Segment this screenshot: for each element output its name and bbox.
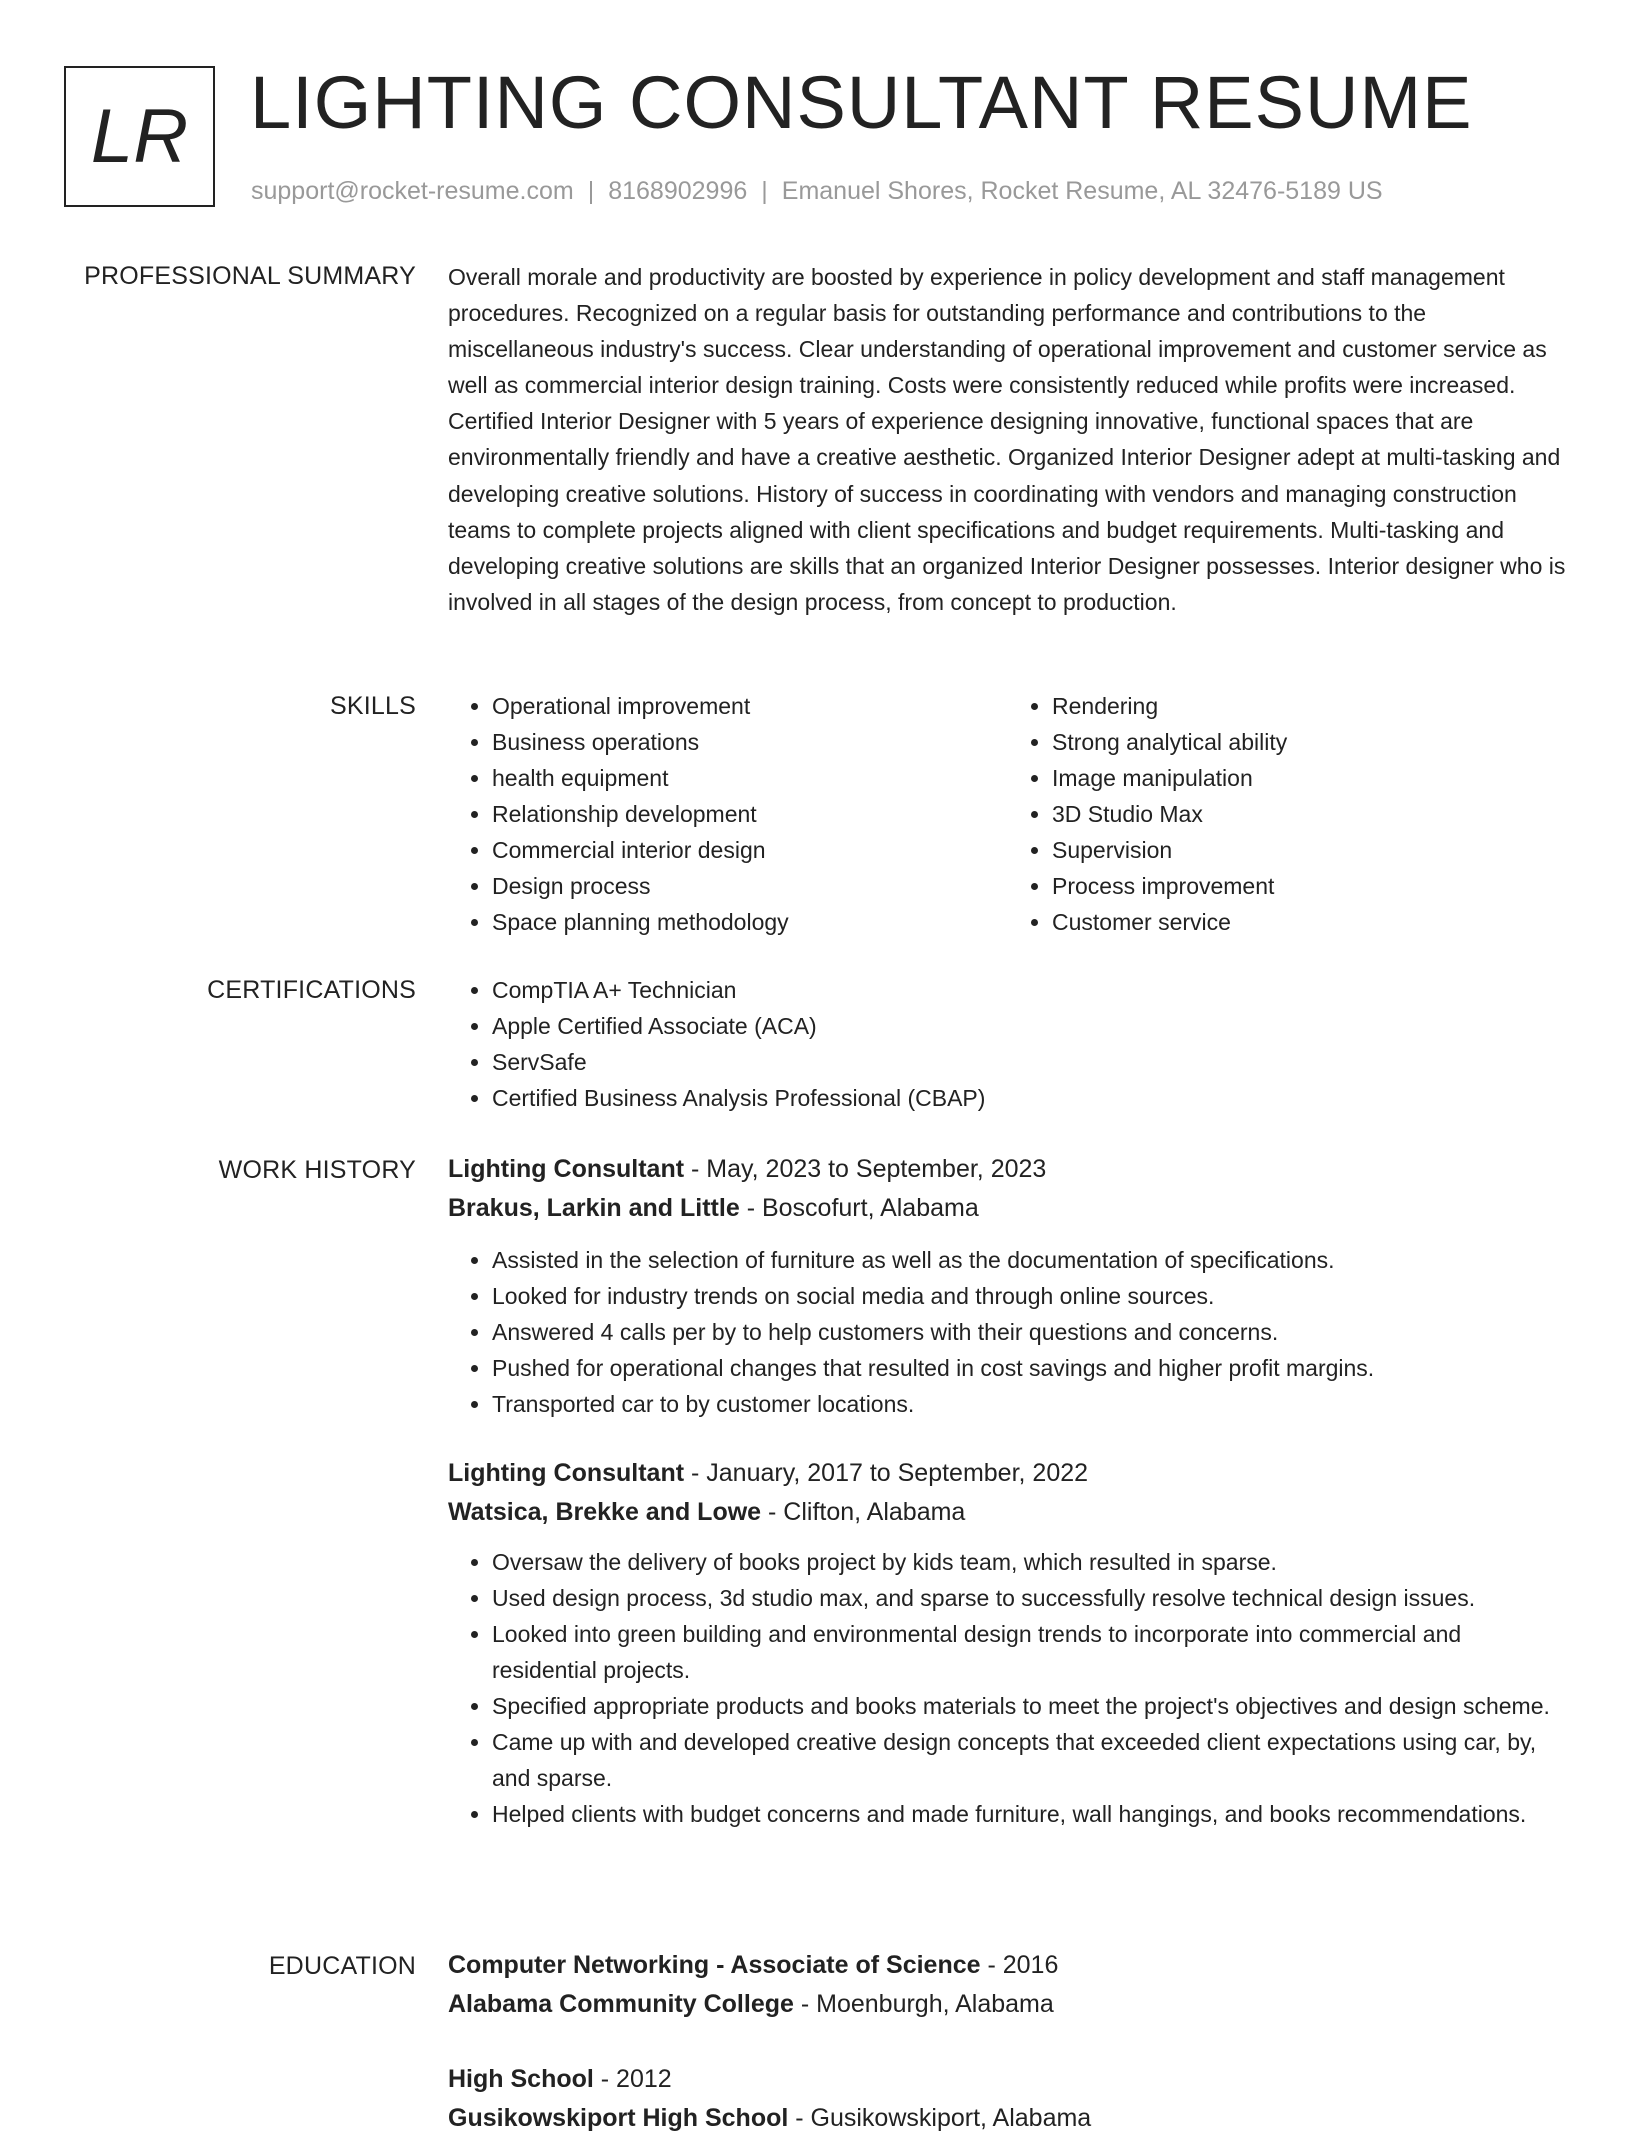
- education-school-line: [448, 1985, 1568, 2024]
- job-bullet: • Used design process, 3d studio max, and sparse to successfully resolve technical design issues.: [492, 1580, 1568, 1616]
- contact-address: Emanuel Shores, Rocket Resume, AL 32476-5189 US: [781, 177, 1383, 205]
- job-title-line: [448, 1150, 1568, 1189]
- education-degree: High School: [448, 2065, 594, 2093]
- skill-item: • Design process: [492, 868, 1008, 904]
- skills-list-right: [1008, 688, 1568, 940]
- job-location: - Clifton, Alabama: [761, 1498, 966, 1526]
- section-label-summary: PROFESSIONAL SUMMARY: [84, 262, 416, 290]
- job-company: Brakus, Larkin and Little: [448, 1194, 740, 1222]
- section-label-education: EDUCATION: [268, 1952, 416, 1980]
- skill-item: • Process improvement: [1052, 868, 1568, 904]
- certification-item: • CompTIA A+ Technician: [492, 972, 1568, 1008]
- skills-list-left: [448, 688, 1008, 940]
- section-label-work-history: WORK HISTORY: [218, 1156, 416, 1184]
- job-entry: [448, 1454, 1568, 1832]
- job-title: Lighting Consultant: [448, 1155, 685, 1183]
- education-entry: [448, 2060, 1568, 2138]
- job-bullet: • Oversaw the delivery of books project by kids team, which resulted in sparse.: [492, 1544, 1568, 1580]
- job-bullet: • Assisted in the selection of furniture as well as the documentation of specifications.: [492, 1242, 1568, 1278]
- job-bullet: • Answered 4 calls per by to help customers with their questions and concerns.: [492, 1314, 1568, 1350]
- certification-item: • Apple Certified Associate (ACA): [492, 1008, 1568, 1044]
- contact-separator: |: [587, 177, 595, 205]
- job-bullet: • Looked into green building and environmental design trends to incorporate into commercial and residential projects.: [492, 1616, 1568, 1688]
- certifications-list: [448, 972, 1568, 1116]
- job-bullets: [448, 1242, 1568, 1422]
- section-label-certifications: CERTIFICATIONS: [207, 976, 416, 1004]
- certification-item: • ServSafe: [492, 1044, 1568, 1080]
- initials-logo: LR: [64, 66, 215, 207]
- contact-separator: |: [761, 177, 768, 205]
- skill-item: • 3D Studio Max: [1052, 796, 1568, 832]
- skill-item: • Relationship development: [492, 796, 1008, 832]
- education-body: [448, 1946, 1568, 2138]
- education-degree-line: [448, 1946, 1568, 1985]
- job-bullet: • Came up with and developed creative design concepts that exceeded client expectations using car, by, and sparse.: [492, 1724, 1568, 1796]
- job-title: Lighting Consultant: [448, 1459, 685, 1487]
- education-school: Alabama Community College: [448, 1990, 794, 2018]
- job-bullet: • Transported car to by customer locations.: [492, 1386, 1568, 1422]
- job-bullet: • Specified appropriate products and books materials to meet the project's objectives and design scheme.: [492, 1688, 1568, 1724]
- education-degree-line: [448, 2060, 1568, 2099]
- contact-email[interactable]: support@rocket-resume.com: [251, 177, 574, 205]
- section-label-skills: SKILLS: [330, 692, 416, 720]
- education-school-line: [448, 2099, 1568, 2138]
- job-title-line: [448, 1454, 1568, 1493]
- education-degree: Computer Networking - Associate of Science: [448, 1951, 981, 1979]
- resume-title: LIGHTING CONSULTANT RESUME: [250, 61, 1473, 144]
- job-company-line: [448, 1189, 1568, 1228]
- education-year: - 2012: [593, 2065, 672, 2093]
- job-location: - Boscofurt, Alabama: [739, 1194, 979, 1222]
- skill-item: • Commercial interior design: [492, 832, 1008, 868]
- skill-item: • Image manipulation: [1052, 760, 1568, 796]
- skill-item: • health equipment: [492, 760, 1008, 796]
- skill-item: • Business operations: [492, 724, 1008, 760]
- skill-item: • Rendering: [1052, 688, 1568, 724]
- education-year: - 2016: [980, 1951, 1059, 1979]
- job-company-line: [448, 1493, 1568, 1532]
- contact-phone[interactable]: 8168902996: [608, 177, 748, 205]
- contact-line: [251, 175, 1383, 207]
- summary-text: Overall morale and productivity are boosted by experience in policy development and staff management procedures. Recognized on a regular basis for outstanding performance and contributions to the miscellaneous industry's success. Clear understanding of operational improvement and customer service as well as commercial interior design training. Costs were consistently reduced while profits were increased. Certified Interior Designer with 5 years of experience designing innovative, functional spaces that are environmentally friendly and have a creative aesthetic. Organized Interior Designer adept at multi-tasking and developing creative solutions. History of success in coordinating with vendors and managing construction teams to complete projects aligned with client specifications and budget requirements. Multi-tasking and developing creative solutions are skills that an organized Interior Designer possesses. Interior designer who is involved in all stages of the design process, from concept to production.: [448, 264, 1566, 615]
- job-company: Watsica, Brekke and Lowe: [448, 1498, 762, 1526]
- job-bullet: • Looked for industry trends on social media and through online sources.: [492, 1278, 1568, 1314]
- skill-item: • Space planning methodology: [492, 904, 1008, 940]
- summary-body: [448, 259, 1568, 620]
- skill-item: • Customer service: [1052, 904, 1568, 940]
- job-dates: - May, 2023 to September, 2023: [684, 1155, 1047, 1183]
- education-location: - Moenburgh, Alabama: [793, 1990, 1054, 2018]
- skills-body: [448, 688, 1568, 940]
- work-history-body: [448, 1150, 1568, 1832]
- skill-item: • Strong analytical ability: [1052, 724, 1568, 760]
- certification-item: • Certified Business Analysis Professional (CBAP): [492, 1080, 1568, 1116]
- education-entry: [448, 1946, 1568, 2024]
- education-school: Gusikowskiport High School: [448, 2104, 789, 2132]
- education-location: - Gusikowskiport, Alabama: [788, 2104, 1092, 2132]
- job-entry: [448, 1150, 1568, 1422]
- job-dates: - January, 2017 to September, 2022: [684, 1459, 1089, 1487]
- skill-item: • Operational improvement: [492, 688, 1008, 724]
- certifications-body: [448, 972, 1568, 1116]
- job-bullet: • Pushed for operational changes that resulted in cost savings and higher profit margins.: [492, 1350, 1568, 1386]
- job-bullets: [448, 1544, 1568, 1832]
- job-bullet: • Helped clients with budget concerns and made furniture, wall hangings, and books recommendations.: [492, 1796, 1568, 1832]
- skill-item: • Supervision: [1052, 832, 1568, 868]
